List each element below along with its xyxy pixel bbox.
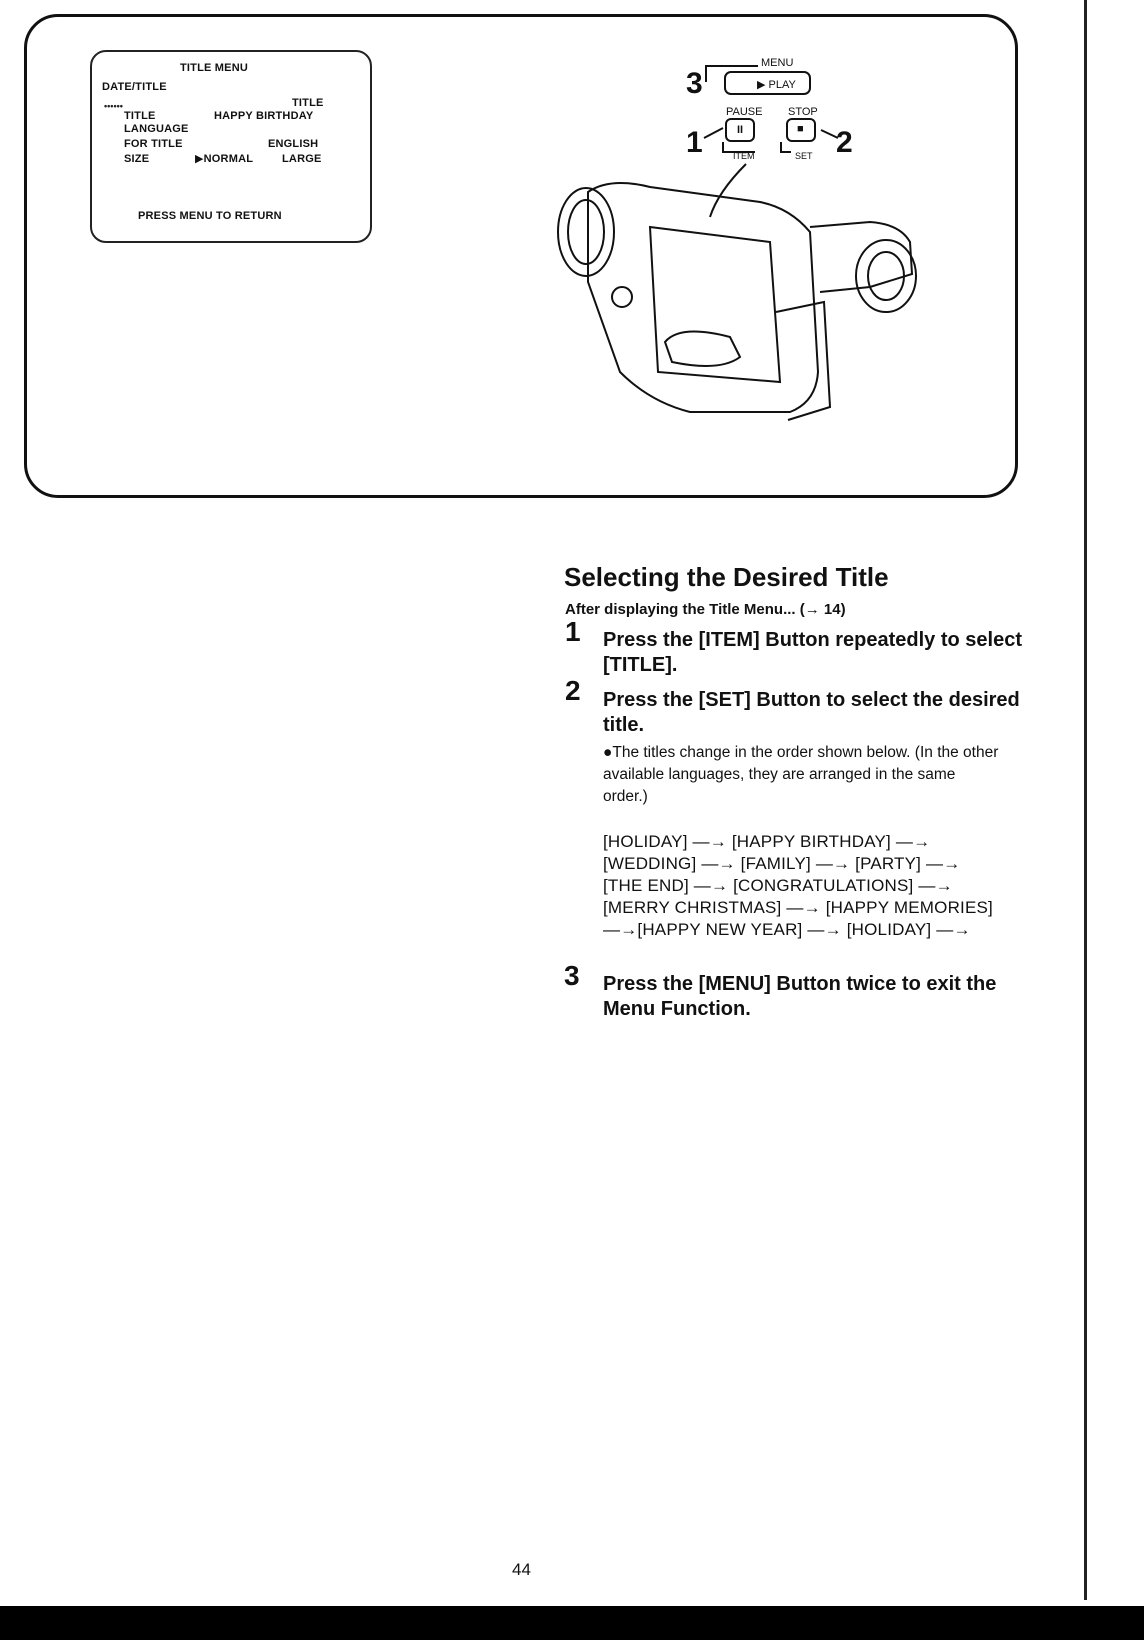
step-1-number: 1 [565,616,581,647]
lens-inner [568,200,604,264]
osd-title-value: HAPPY BIRTHDAY [214,110,314,122]
osd-title-header: TITLE [292,97,324,109]
camcorder-lens-icon [558,188,614,276]
play-label: ▶ PLAY [757,79,796,91]
dial-icon [612,287,632,307]
stop-button-icon: ■ [797,123,804,135]
battery-pack [776,302,830,420]
title-order-note: ●The titles change in the order shown below. (In the other available languages, they are arranged in the same order.) [603,744,999,805]
callout-2: 2 [836,126,853,159]
stop-button-shape [787,119,815,141]
title-order-line-2: [WEDDING] —→ [FAMILY] —→ [PARTY] —→ [603,854,961,873]
menu-bracket [706,66,758,82]
set-bracket [781,142,791,152]
callout-line-1 [704,128,723,138]
step-2-number: 2 [565,675,581,706]
step-3-number: 3 [564,960,580,991]
callout-3: 3 [686,67,703,100]
stop-label: STOP [788,106,818,118]
play-button-shape [725,72,810,94]
camcorder-illustration [540,52,1010,452]
step-3-text: Press the [MENU] Button twice to exit the Menu Function. [603,973,997,1020]
osd-footer: PRESS MENU TO RETURN [138,210,282,222]
page-bottom-bar [0,1606,1144,1640]
page-number: 44 [512,1560,531,1579]
osd-size-label: SIZE [124,153,150,165]
osd-for-title-label: FOR TITLE [124,138,183,150]
page-edge-rule [1084,0,1087,1600]
osd-date-title-label: DATE/TITLE [102,81,167,93]
osd-title-item: TITLE [124,110,156,122]
pause-button-icon: II [737,124,744,136]
callout-line-2 [821,130,838,138]
title-order-line-5: —→[HAPPY NEW YEAR] —→ [HOLIDAY] —→ [603,920,971,939]
pause-label: PAUSE [726,106,763,118]
eyecup-inner [868,252,904,300]
menu-label: MENU [761,57,794,69]
camcorder-side-panel [650,227,780,382]
title-order-line-4: [MERRY CHRISTMAS] —→ [HAPPY MEMORIES] [603,898,993,917]
osd-language-label: LANGUAGE [124,123,189,135]
osd-size-large: LARGE [282,153,322,165]
osd-language-value: ENGLISH [268,138,319,150]
item-label: ITEM [733,151,755,161]
callout-1: 1 [686,126,703,159]
osd-size-normal: ▶NORMAL [195,153,254,165]
camcorder-body [588,183,818,412]
step-2-text: Press the [SET] Button to select the desired title. [603,689,1020,736]
osd-heading: TITLE MENU [180,62,248,74]
title-order-line-1: [HOLIDAY] —→ [HAPPY BIRTHDAY] —→ [603,832,931,851]
set-label: SET [795,151,813,161]
title-menu-screen [90,50,372,243]
step-1-text: Press the [ITEM] Button repeatedly to select [TITLE]. [603,629,1022,676]
pointer-line [710,164,746,217]
blinking-indicator-icon: •••••• [104,101,123,111]
pause-button-shape [726,119,754,141]
title-order-line-3: [THE END] —→ [CONGRATULATIONS] —→ [603,876,953,895]
intro-line: After displaying the Title Menu... (→ 14) [565,601,846,618]
cassette-window [665,332,740,366]
section-title: Selecting the Desired Title [564,562,889,592]
item-bracket [723,142,755,152]
